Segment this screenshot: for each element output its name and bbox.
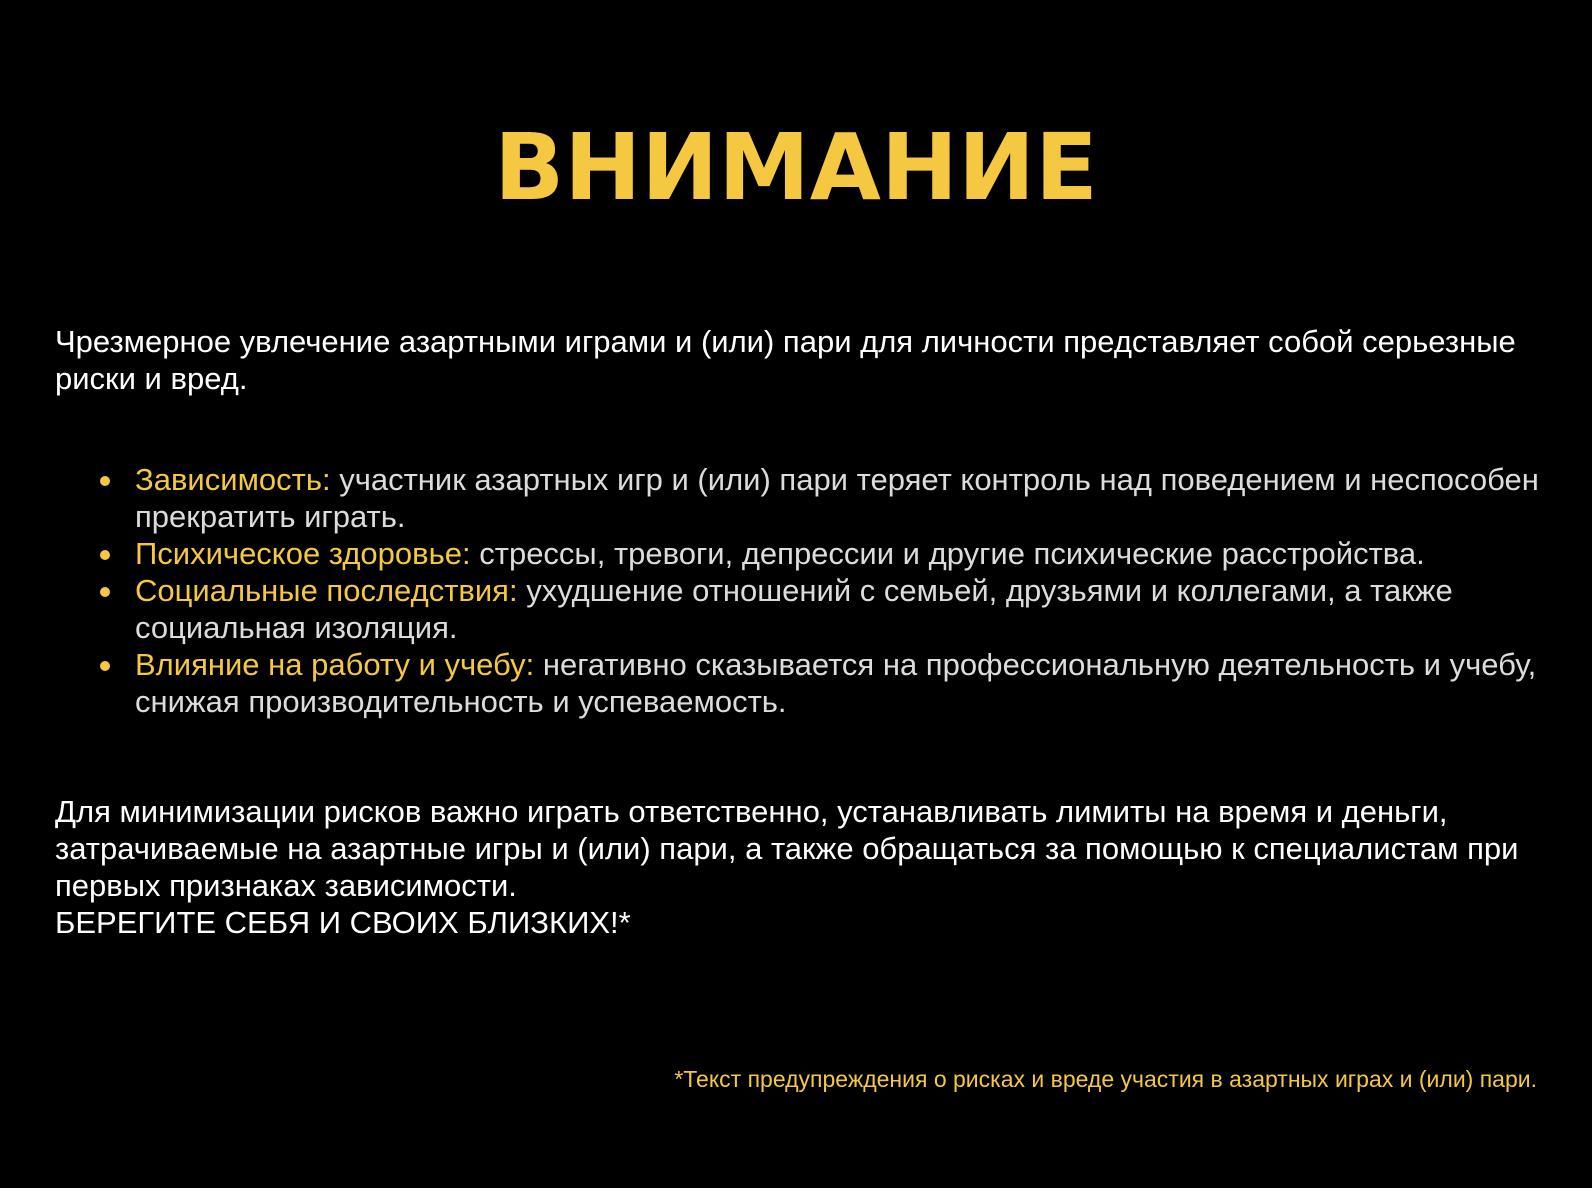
footnote: *Текст предупреждения о рисках и вреде участия в азартных играх и (или) пари. [674, 1066, 1537, 1092]
risk-term: Социальные последствия: [135, 573, 518, 608]
bullet-icon [100, 587, 110, 597]
bullet-icon [100, 476, 110, 486]
list-item [55, 646, 1555, 720]
page-title: ВНИМАНИЕ [494, 114, 1098, 221]
bullet-icon [100, 661, 110, 671]
risks-list [55, 461, 1555, 720]
list-item [55, 572, 1555, 646]
bullet-icon [100, 550, 110, 560]
risk-term: Психическое здоровье: [135, 536, 471, 571]
intro-paragraph: Чрезмерное увлечение азартными играми и (или) пари для личности представляет собой серьезные риски и вред. [55, 324, 1516, 396]
list-item [55, 461, 1555, 535]
risk-description: негативно сказывается на профессиональную деятельность и учебу, снижая производительность и успеваемость. [135, 647, 1537, 719]
advice-paragraph: Для минимизации рисков важно играть ответственно, устанавливать лимиты на время и деньги, затрачиваемые на азартные игры и (или) пари, а также обращаться за помощью к специалистам при первых признаках зависимости. [55, 794, 1519, 903]
risk-description: ухудшение отношений с семьей, друзьями и коллегами, а также социальная изоляция. [135, 573, 1453, 645]
list-item [55, 535, 1555, 572]
risk-term: Зависимость: [135, 462, 331, 497]
risk-description: участник азартных игр и (или) пари теряет контроль над поведением и неспособен прекратить играть. [135, 462, 1539, 534]
risk-term: Влияние на работу и учебу: [135, 647, 535, 682]
risk-description: стрессы, тревоги, депрессии и другие психические расстройства. [470, 536, 1425, 571]
advice-block [55, 793, 1535, 941]
closing-line: БЕРЕГИТЕ СЕБЯ И СВОИХ БЛИЗКИХ!* [55, 905, 631, 940]
